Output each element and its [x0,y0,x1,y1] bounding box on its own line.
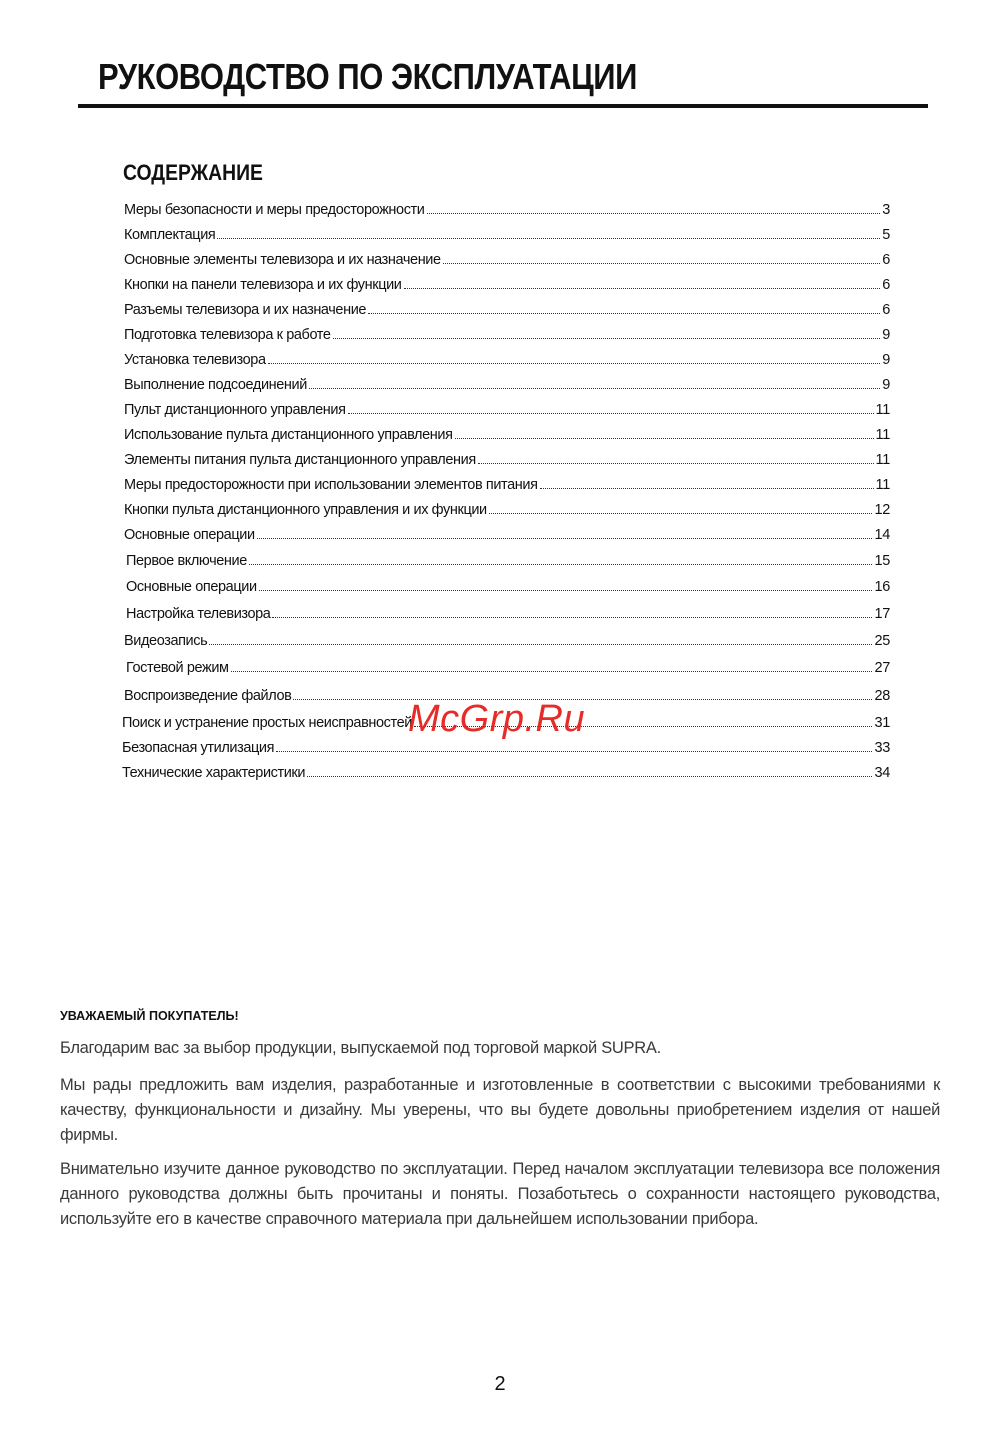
toc-leader-dots [249,564,873,565]
toc-leader-dots [259,590,873,591]
toc-item-basic-operations-2[interactable] [124,577,890,597]
toc-item-label: Технические характеристики [122,765,306,781]
toc-item-specifications[interactable] [122,763,890,783]
toc-item-label: Выполнение подсоединений [124,377,307,393]
toc-item-page: 16 [874,579,890,595]
toc-item-remote-usage[interactable] [124,425,890,445]
toc-item-page: 33 [874,740,890,756]
watermark-text: McGrp.Ru [408,698,586,740]
toc-item-preparation[interactable] [124,325,890,345]
toc-item-label: Меры безопасности и меры предосторожности [124,202,425,218]
toc-heading: СОДЕРЖАНИЕ [123,160,263,185]
toc-item-installation[interactable] [124,350,890,370]
toc-item-page: 12 [874,502,890,518]
toc-item-disposal[interactable] [122,738,890,758]
toc-item-label: Установка телевизора [124,352,266,368]
toc-item-connections[interactable] [124,375,890,395]
toc-item-video-recording[interactable] [124,631,890,651]
toc-item-page: 11 [875,477,890,493]
toc-item-page: 14 [874,527,890,543]
toc-item-connectors[interactable] [124,300,890,320]
toc-leader-dots [455,438,874,439]
toc-item-basic-operations[interactable] [124,525,890,545]
toc-item-main-elements[interactable] [124,250,890,270]
toc-item-page: 25 [874,633,890,649]
toc-leader-dots [333,338,881,339]
toc-leader-dots [217,238,880,239]
toc-item-safety[interactable] [124,200,890,220]
toc-item-page: 6 [882,252,890,268]
toc-item-label: Элементы питания пульта дистанционного управления [124,452,476,468]
toc-item-label: Гостевой режим [126,660,229,676]
toc-item-tv-setup[interactable] [124,604,890,624]
toc-item-label: Основные элементы телевизора и их назначение [124,252,441,268]
toc-item-label: Пульт дистанционного управления [124,402,346,418]
toc-item-page: 15 [874,553,890,569]
toc-leader-dots [348,413,874,414]
toc-leader-dots [540,488,874,489]
toc-item-label: Комплектация [124,227,216,243]
toc-item-page: 9 [882,377,890,393]
toc-leader-dots [209,644,872,645]
toc-item-remote-buttons[interactable] [124,500,890,520]
toc-item-page: 31 [874,715,890,731]
toc-item-label: Настройка телевизора [126,606,271,622]
page-number: 2 [494,1373,506,1395]
toc-item-page: 9 [882,327,890,343]
toc-item-page: 27 [874,660,890,676]
toc-leader-dots [268,363,881,364]
toc-item-page: 6 [882,277,890,293]
toc-leader-dots [307,776,872,777]
toc-item-label: Основные операции [126,579,257,595]
toc-item-label: Первое включение [126,553,247,569]
toc-item-page: 5 [882,227,890,243]
toc-leader-dots [443,263,881,264]
toc-leader-dots [404,288,881,289]
toc-leader-dots [489,513,873,514]
intro-paragraph: Внимательно изучите данное руководство по эксплуатации. Перед началом эксплуатации телевизора все положения данного руководства должны быть прочитаны и поняты. Позаботьтесь о сохранности настоящего руководства, используйте его в качестве справочного материала при дальнейшем использовании прибора. [60,1160,940,1228]
toc-item-guest-mode[interactable] [124,658,890,678]
toc-item-remote-batteries[interactable] [124,450,890,470]
intro-paragraph: Мы рады предложить вам изделия, разработанные и изготовленные в соответствии с высокими требованиями к качеству, функциональности и дизайну. Мы уверены, что вы будете довольны приобретением изделия от нашей фирмы. [60,1076,940,1144]
toc-item-battery-precautions[interactable] [124,475,890,495]
toc-leader-dots [231,671,873,672]
toc-item-label: Разъемы телевизора и их назначение [124,302,367,318]
toc-leader-dots [309,388,880,389]
toc-item-package[interactable] [124,225,890,245]
toc-leader-dots [272,617,872,618]
toc-item-label: Основные операции [124,527,255,543]
greeting-heading: УВАЖАЕМЫЙ ПОКУПАТЕЛЬ! [60,1009,239,1023]
toc-item-remote[interactable] [124,400,890,420]
intro-paragraph: Благодарим вас за выбор продукции, выпускаемой под торговой маркой SUPRA. [60,1039,661,1057]
toc-leader-dots [257,538,873,539]
toc-item-label: Использование пульта дистанционного управления [124,427,453,443]
toc-item-label: Кнопки пульта дистанционного управления и их функции [124,502,487,518]
toc-item-page: 11 [875,402,890,418]
toc-leader-dots [276,751,872,752]
toc-item-panel-buttons[interactable] [124,275,890,295]
toc-leader-dots [368,313,880,314]
toc-item-first-power-on[interactable] [124,551,890,571]
toc-item-label: Поиск и устранение простых неисправностей [122,715,412,731]
toc-item-label: Меры предосторожности при использовании элементов питания [124,477,538,493]
toc-item-page: 17 [874,606,890,622]
toc-item-page: 11 [875,452,890,468]
toc-item-label: Кнопки на панели телевизора и их функции [124,277,402,293]
title-underline [78,104,928,108]
toc-item-page: 28 [874,688,890,704]
toc-item-label: Безопасная утилизация [122,740,275,756]
toc-item-label: Подготовка телевизора к работе [124,327,331,343]
toc-leader-dots [478,463,874,464]
document-title: РУКОВОДСТВО ПО ЭКСПЛУАТАЦИИ [98,56,637,97]
toc-item-page: 6 [882,302,890,318]
toc-item-page: 34 [874,765,890,781]
toc-item-page: 11 [875,427,890,443]
toc-item-label: Воспроизведение файлов [124,688,292,704]
toc-item-page: 3 [882,202,890,218]
toc-leader-dots [427,213,881,214]
toc-item-page: 9 [882,352,890,368]
toc-item-label: Видеозапись [124,633,208,649]
